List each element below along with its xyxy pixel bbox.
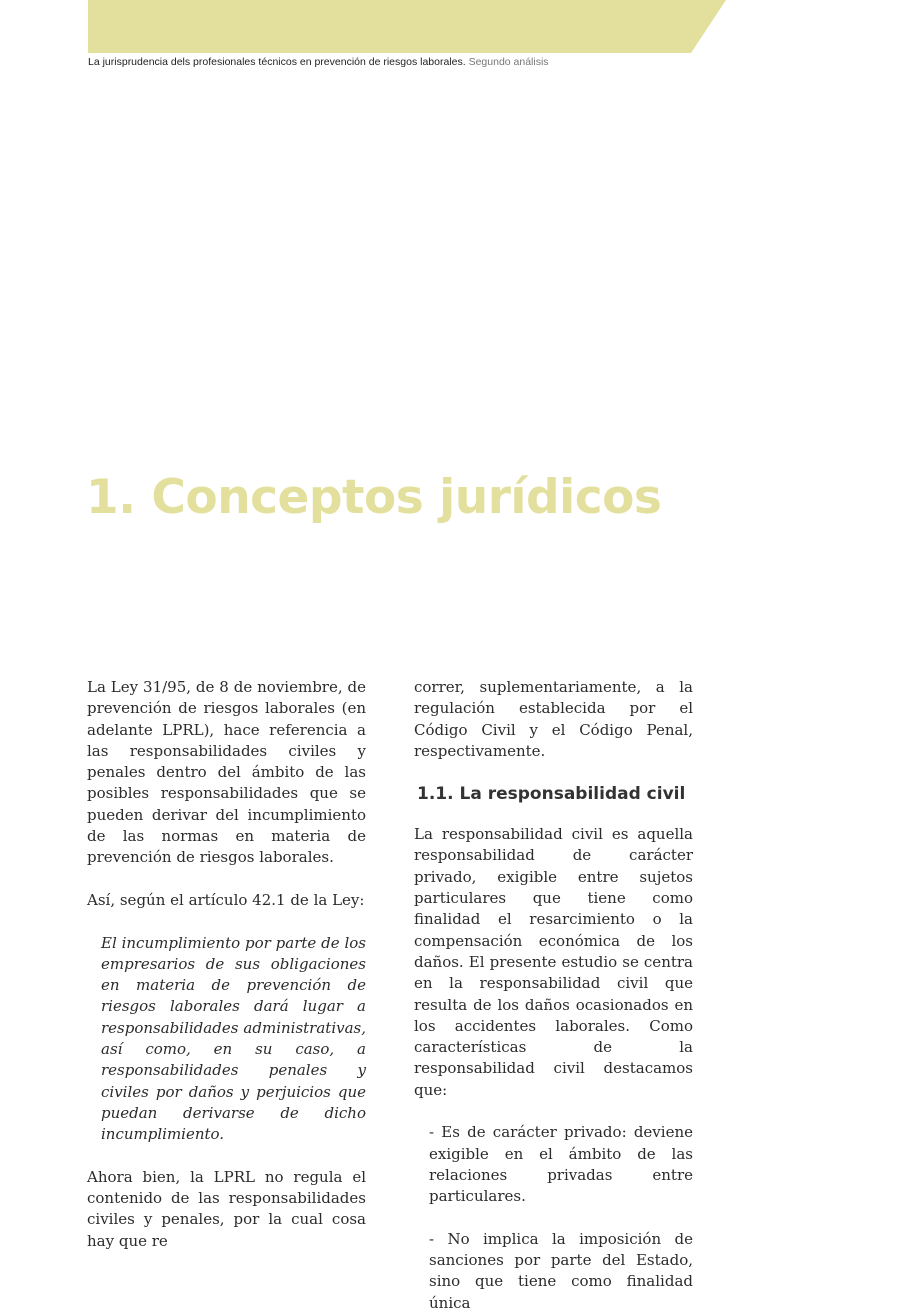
body-paragraph: Ahora bien, la LPRL no regula el contenido de las responsabilidades civiles y penales, por la cual cosa hay que re bbox=[87, 1167, 366, 1250]
body-paragraph: Así, según el artículo 42.1 de la Ley: bbox=[87, 890, 365, 909]
chapter-title: 1. Conceptos jurídicos bbox=[86, 470, 662, 525]
running-head bbox=[88, 55, 728, 69]
body-paragraph: correr, suplementariamente, a la regulación establecida por el Código Civil y el Código Penal, respectivamente. bbox=[414, 678, 693, 760]
list-item: - Es de carácter privado: deviene exigible en el ámbito de las relaciones privadas entre particulares. bbox=[429, 1123, 693, 1206]
section-heading: 1.1. La responsabilidad civil bbox=[417, 784, 686, 805]
running-head-subtitle: Segundo análisis bbox=[468, 56, 549, 68]
right-column bbox=[414, 677, 693, 1314]
body-paragraph: La Ley 31/95, de 8 de noviembre, de prevención de riesgos laborales (en adelante LPRL), hace referencia a las responsabilidades civiles y penales dentro del ámbito de las posibles responsabilidades que se pueden derivar del incumplimiento de las normas en materia de prevención de riesgos laborales. bbox=[87, 678, 366, 867]
header-band bbox=[88, 0, 726, 53]
left-column bbox=[87, 677, 366, 1252]
running-head-title: La jurisprudencia dels profesionales técnicos en prevención de riesgos laborales. bbox=[88, 56, 466, 68]
law-quote: El incumplimiento por parte de los empresarios de sus obligaciones en materia de prevención de riesgos laborales dará lugar a responsabilidades administrativas, así como, en su caso, a responsabilidades penales y civiles por daños y perjuicios que puedan derivarse de dicho incumplimiento. bbox=[101, 933, 366, 1144]
list-item: - No implica la imposición de sanciones por parte del Estado, sino que tiene como finalidad única bbox=[429, 1229, 693, 1312]
body-paragraph: La responsabilidad civil es aquella responsabilidad de carácter privado, exigible entre sujetos particulares que tiene como finalidad el resarcimiento o la compensación económica de los daños. El presente estudio se centra en la responsabilidad civil que resulta de los daños ocasionados en los accidentes laborales. Como características de la responsabilidad civil destacamos que: bbox=[414, 825, 693, 1099]
header-band-shape bbox=[88, 0, 726, 53]
